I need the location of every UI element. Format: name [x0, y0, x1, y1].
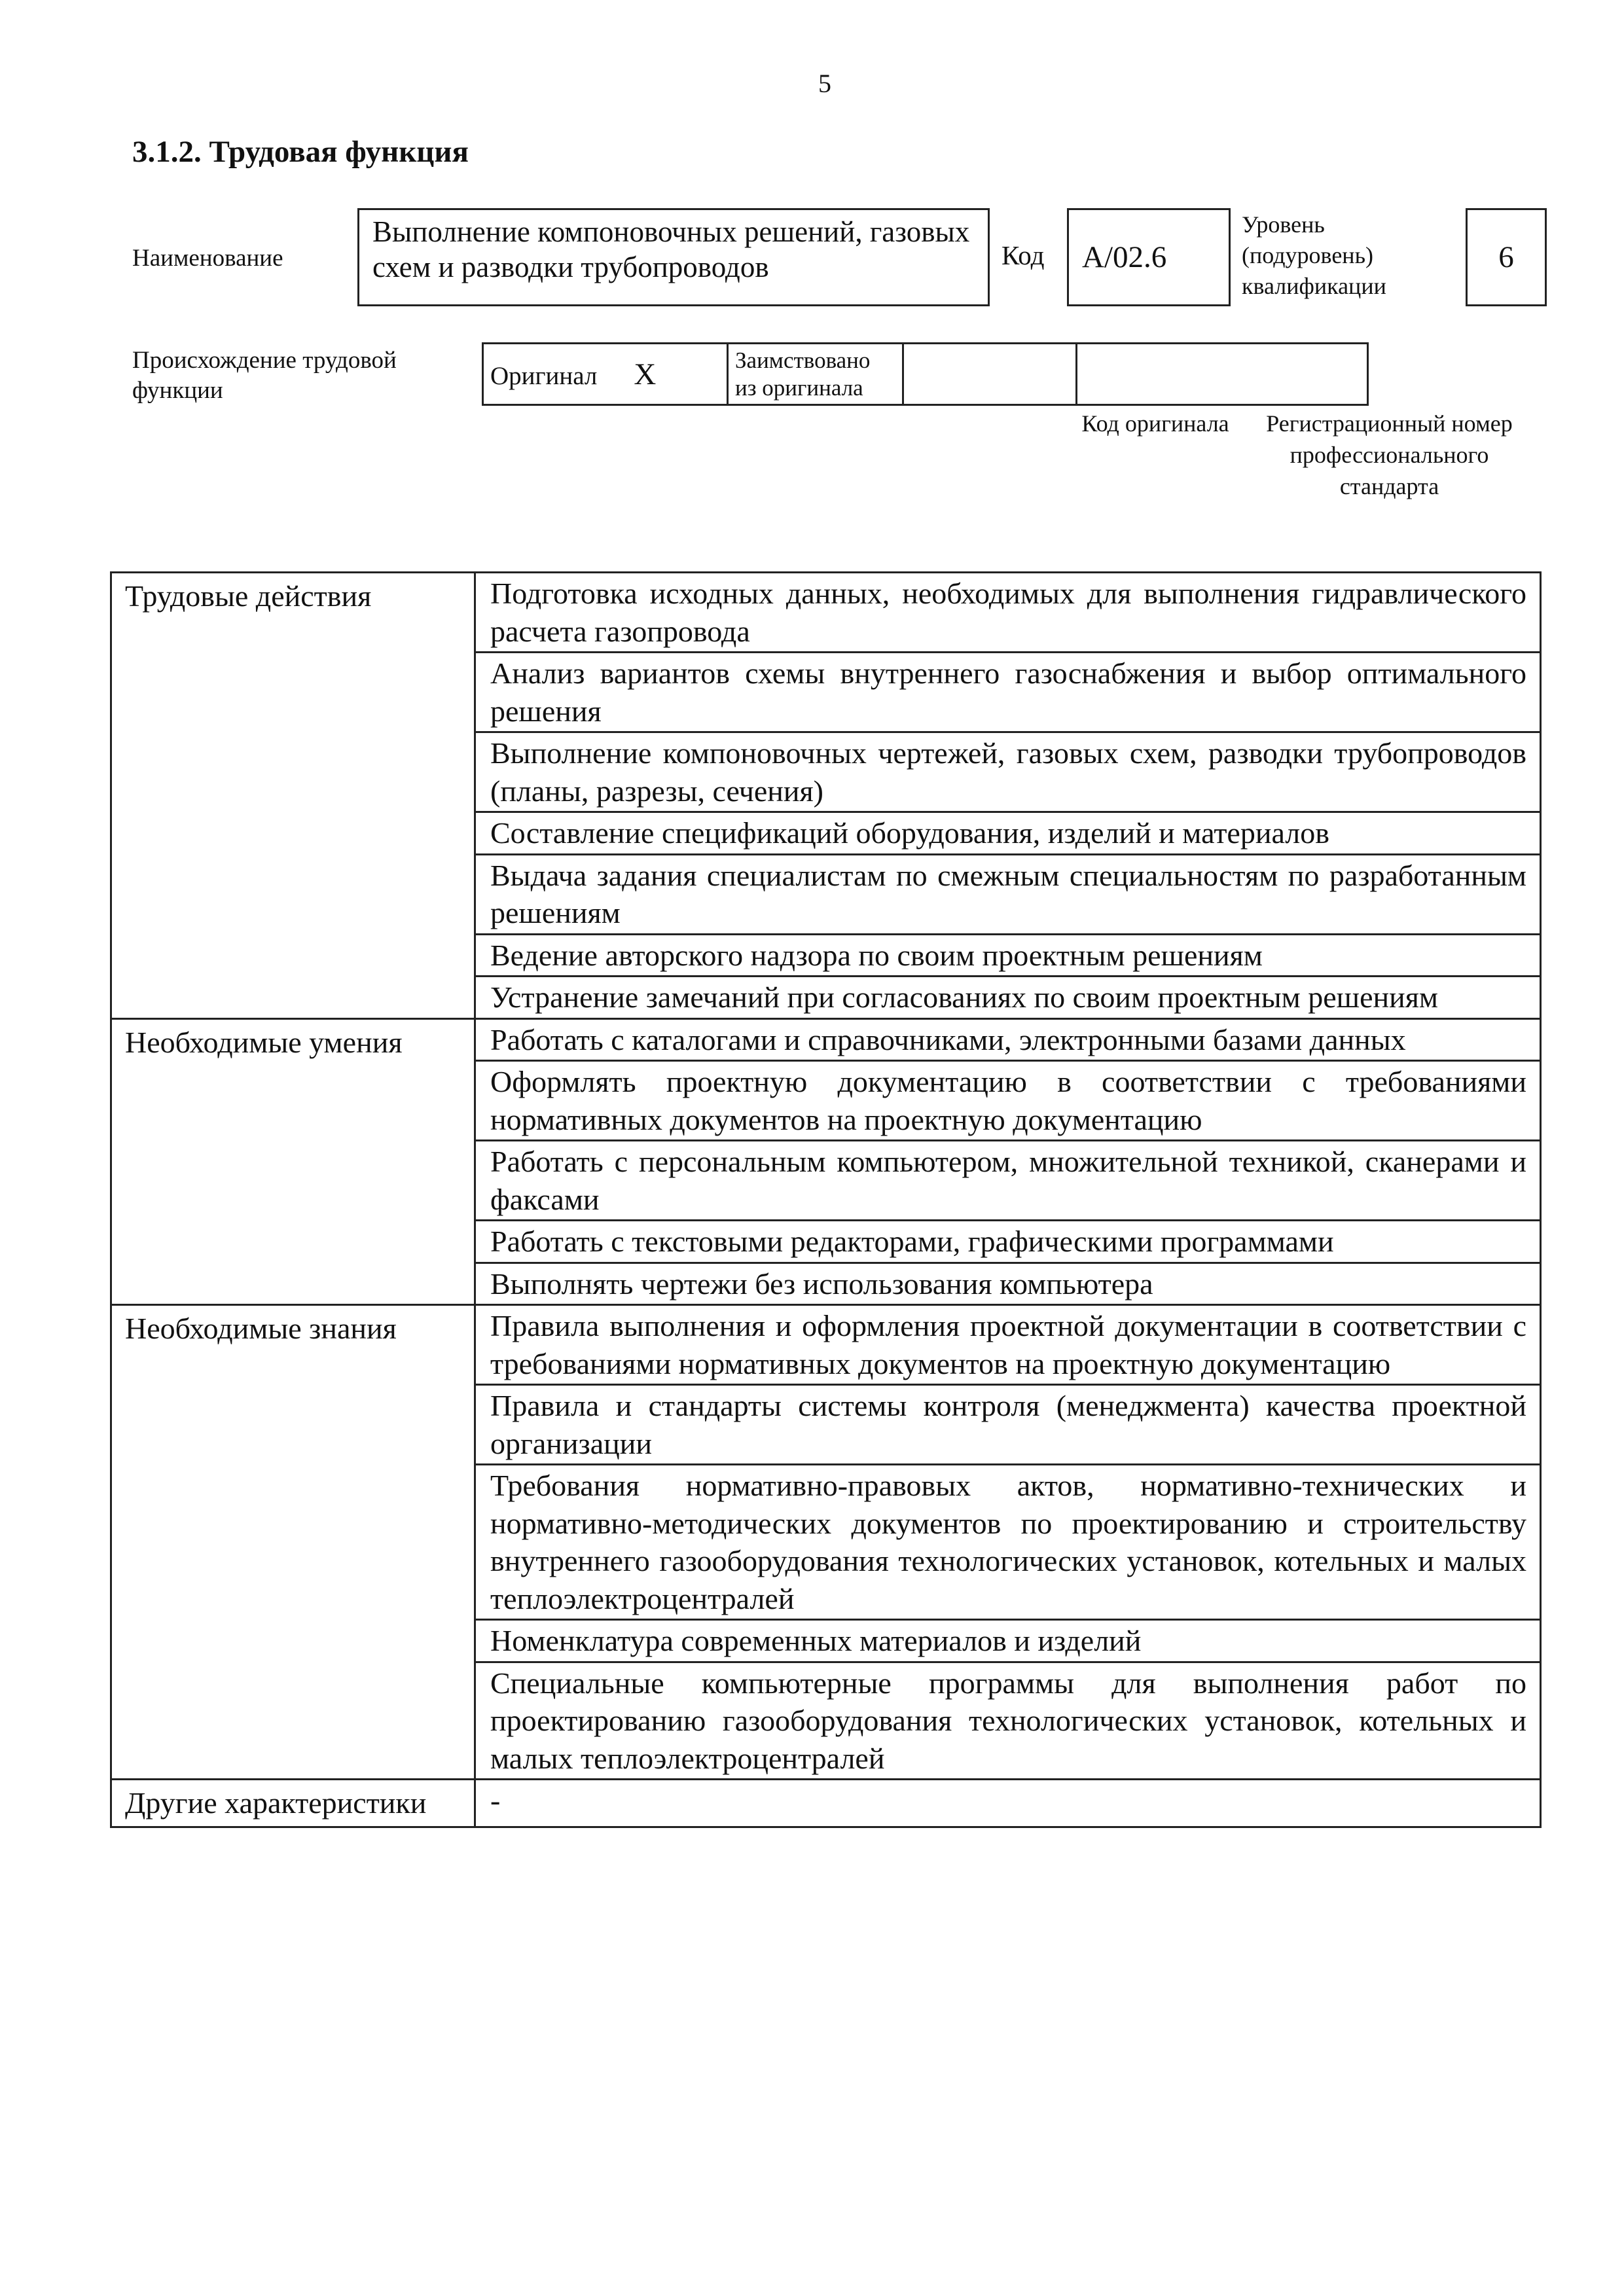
reg-number-caption: Регистрационный номер профессионального стандарта — [1266, 410, 1513, 499]
section-item-cell: - — [475, 1780, 1541, 1827]
origin-label: Происхождение трудовой функции — [132, 347, 397, 404]
table-row — [111, 1780, 1541, 1827]
origin-reg-number-cell — [1077, 344, 1368, 405]
table-row — [111, 1018, 1541, 1061]
section-item-cell: Работать с каталогами и справочниками, электронными базами данных — [475, 1018, 1541, 1061]
original-label: Оригинал — [490, 361, 598, 390]
section-item-cell: Ведение авторского надзора по своим проектным решениям — [475, 934, 1541, 977]
section-item-cell: Устранение замечаний при согласованиях по своим проектным решениям — [475, 977, 1541, 1019]
section-item-cell: Работать с текстовыми редакторами, графическими программами — [475, 1221, 1541, 1263]
code-label: Код — [1001, 240, 1045, 270]
page-number: 5 — [818, 69, 831, 98]
section-item-cell: Номенклатура современных материалов и изделий — [475, 1620, 1541, 1662]
code-value: A/02.6 — [1082, 240, 1167, 274]
section-item-cell: Правила и стандарты системы контроля (менеджмента) качества проектной организации — [475, 1385, 1541, 1465]
section-item-cell: Выдача задания специалистам по смежным специальностям по разработанным решениям — [475, 854, 1541, 934]
name-label: Наименование — [132, 245, 283, 272]
section-category-cell: Необходимые знания — [111, 1305, 475, 1780]
section-item-cell: Специальные компьютерные программы для выполнения работ по проектированию газооборудования технологических установок, котельных и малых теплоэлектроцентралей — [475, 1662, 1541, 1780]
origin-table — [482, 342, 1369, 406]
table-row — [111, 1305, 1541, 1385]
section-item-cell: Оформлять проектную документацию в соответствии с требованиями нормативных документов на проектную документацию — [475, 1061, 1541, 1141]
origin-original-cell — [483, 344, 728, 405]
section-item-cell: Подготовка исходных данных, необходимых для выполнения гидравлического расчета газопровода — [475, 573, 1541, 653]
section-item-cell: Требования нормативно-правовых актов, нормативно-технических и нормативно-методических документов по проектированию и строительству внутреннего газооборудования технологических установок, котельных и малых теплоэлектроцентралей — [475, 1465, 1541, 1620]
level-box — [1466, 208, 1547, 306]
section-item-cell: Составление спецификаций оборудования, изделий и материалов — [475, 812, 1541, 855]
level-label: Уровень (подуровень) квалификации — [1242, 211, 1386, 299]
section-title: 3.1.2. Трудовая функция — [132, 135, 469, 169]
borrowed-label: Заимствовано из оригинала — [735, 347, 871, 401]
section-category-cell: Необходимые умения — [111, 1018, 475, 1305]
original-mark: X — [634, 357, 657, 391]
origin-borrowed-cell — [728, 344, 903, 405]
section-item-cell: Правила выполнения и оформления проектной документации в соответствии с требованиями нормативных документов на проектную документацию — [475, 1305, 1541, 1385]
function-name-box — [357, 208, 990, 306]
origin-code-cell — [903, 344, 1077, 405]
code-original-caption: Код оригинала — [1081, 410, 1229, 437]
level-value: 6 — [1498, 240, 1514, 274]
section-item-cell: Анализ вариантов схемы внутреннего газоснабжения и выбор оптимального решения — [475, 653, 1541, 732]
labor-function-table — [110, 571, 1542, 1828]
section-item-cell: Выполнять чертежи без использования компьютера — [475, 1263, 1541, 1305]
section-category-cell: Трудовые действия — [111, 573, 475, 1019]
section-category-cell: Другие характеристики — [111, 1780, 475, 1827]
section-item-cell: Работать с персональным компьютером, множительной техникой, сканерами и факсами — [475, 1141, 1541, 1221]
function-name-value: Выполнение компоновочных решений, газовых схем и разводки трубопроводов — [372, 215, 970, 283]
table-row — [111, 573, 1541, 653]
code-box — [1067, 208, 1231, 306]
section-item-cell: Выполнение компоновочных чертежей, газовых схем, разводки трубопроводов (планы, разрезы, сечения) — [475, 732, 1541, 812]
